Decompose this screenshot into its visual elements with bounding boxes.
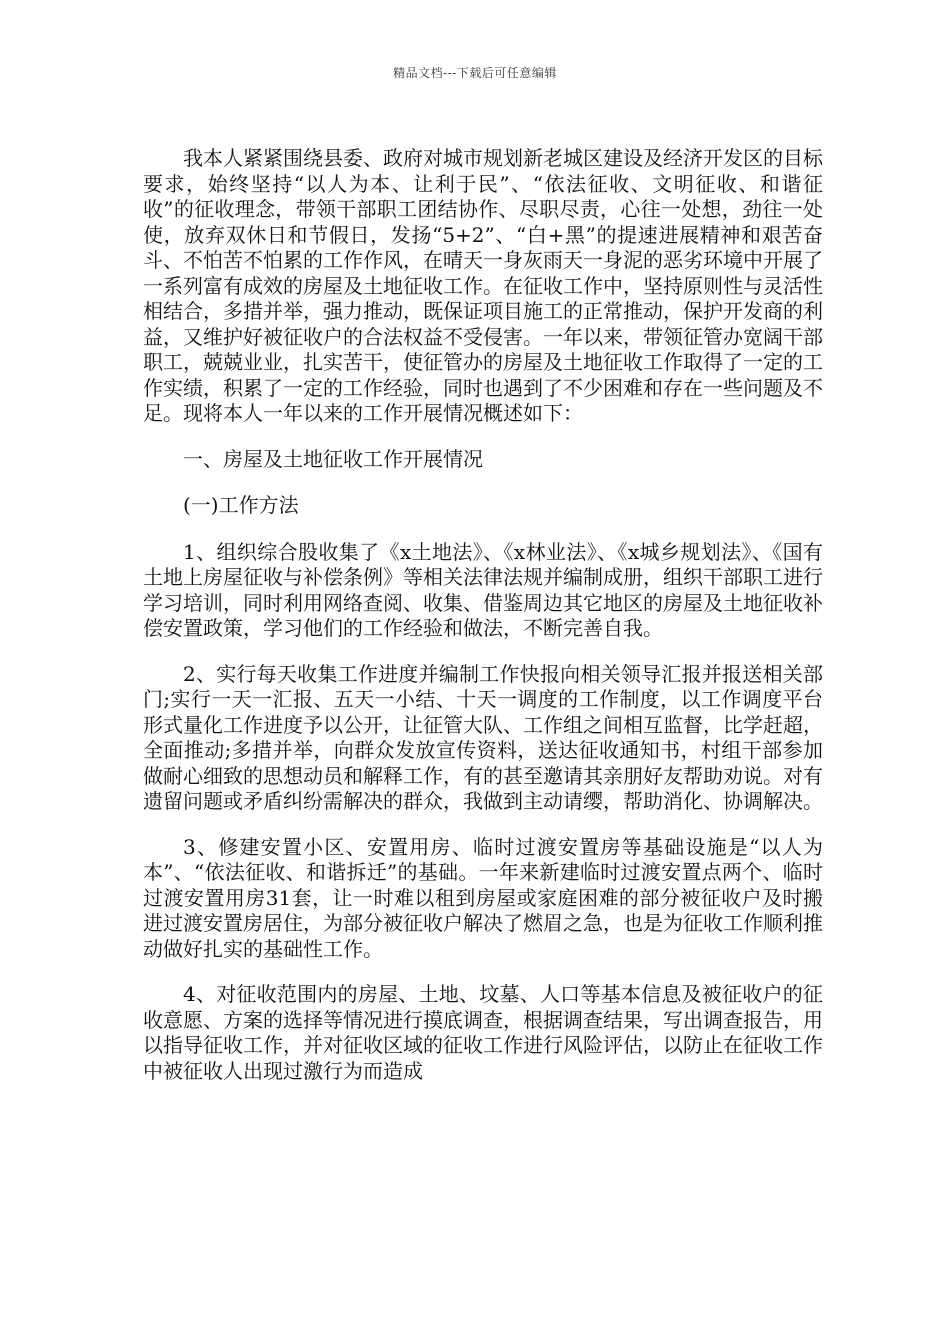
subsection-heading: (一)工作方法 bbox=[183, 493, 299, 517]
list-item: 1、组织综合股收集了《x土地法》、《x林业法》、《x城乡规划法》、《国有土地上房屋征收与补偿条例》等相关法律法规并编制成册，组织干部职工进行学习培训，同时利用网络查阅、收集、借鉴周边其它地区的房屋及土地征收补偿安置政策，学习他们的工作经验和做法，不断完善自我。 bbox=[143, 539, 823, 640]
section-heading: 一、房屋及土地征收工作开展情况 bbox=[183, 446, 483, 471]
list-item: 4、对征收范围内的房屋、土地、坟墓、人口等基本信息及被征收户的征收意愿、方案的选择等情况进行摸底调查，根据调查结果，写出调查报告，用以指导征收工作，并对征收区域的征收工作进行风险评估，以防止在征收工作中被征收人出现过激行为而造成 bbox=[143, 982, 823, 1083]
intro-paragraph: 我本人紧紧围绕县委、政府对城市规划新老城区建设及经济开发区的目标要求，始终坚持“以人为本、让利于民”、“依法征收、文明征收、和谐征收”的征收理念，带领干部职工团结协作、尽职尽责，心往一处想，劲往一处使，放弃双休日和节假日，发扬“5+2”、“白+黑”的提速进展精神和艰苦奋斗、不怕苦不怕累的工作作风，在晴天一身灰雨天一身泥的恶劣环境中开展了一系列富有成效的房屋及土地征收工作。在征收工作中，坚持原则性与灵活性相结合，多措并举，强力推动，既保证项目施工的正常推动，保护开发商的利益，又维护好被征收户的合法权益不受侵害。一年以来，带领征管办宽阔干部职工，兢兢业业，扎实苦干，使征管办的房屋及土地征收工作取得了一定的工作实绩，积累了一定的工作经验，同时也遇到了不少困难和存在一些问题及不足。现将本人一年以来的工作开展情况概述如下： bbox=[143, 146, 823, 425]
list-item: 3、修建安置小区、安置用房、临时过渡安置房等基础设施是“以人为本”、“依法征收、和谐拆迁”的基础。一年来新建临时过渡安置点两个、临时过渡安置用房31套，让一时难以租到房屋或家庭困难的部分被征收户及时搬进过渡安置房居住，为部分被征收户解决了燃眉之急，也是为征收工作顺利推动做好扎实的基础性工作。 bbox=[143, 834, 823, 961]
document-body bbox=[143, 146, 823, 1104]
list-item: 2、实行每天收集工作进度并编制工作快报向相关领导汇报并报送相关部门;实行一天一汇报、五天一小结、十天一调度的工作制度，以工作调度平台形式量化工作进度予以公开，让征管大队、工作组之间相互监督，比学赶超，全面推动;多措并举，向群众发放宣传资料，送达征收通知书，村组干部参加做耐心细致的思想动员和解释工作，有的甚至邀请其亲朋好友帮助劝说。对有遗留问题或矛盾纠纷需解决的群众，我做到主动请缨，帮助消化、协调解决。 bbox=[143, 661, 823, 813]
page-header: 精品文档---下载后可任意编辑 bbox=[393, 66, 557, 80]
